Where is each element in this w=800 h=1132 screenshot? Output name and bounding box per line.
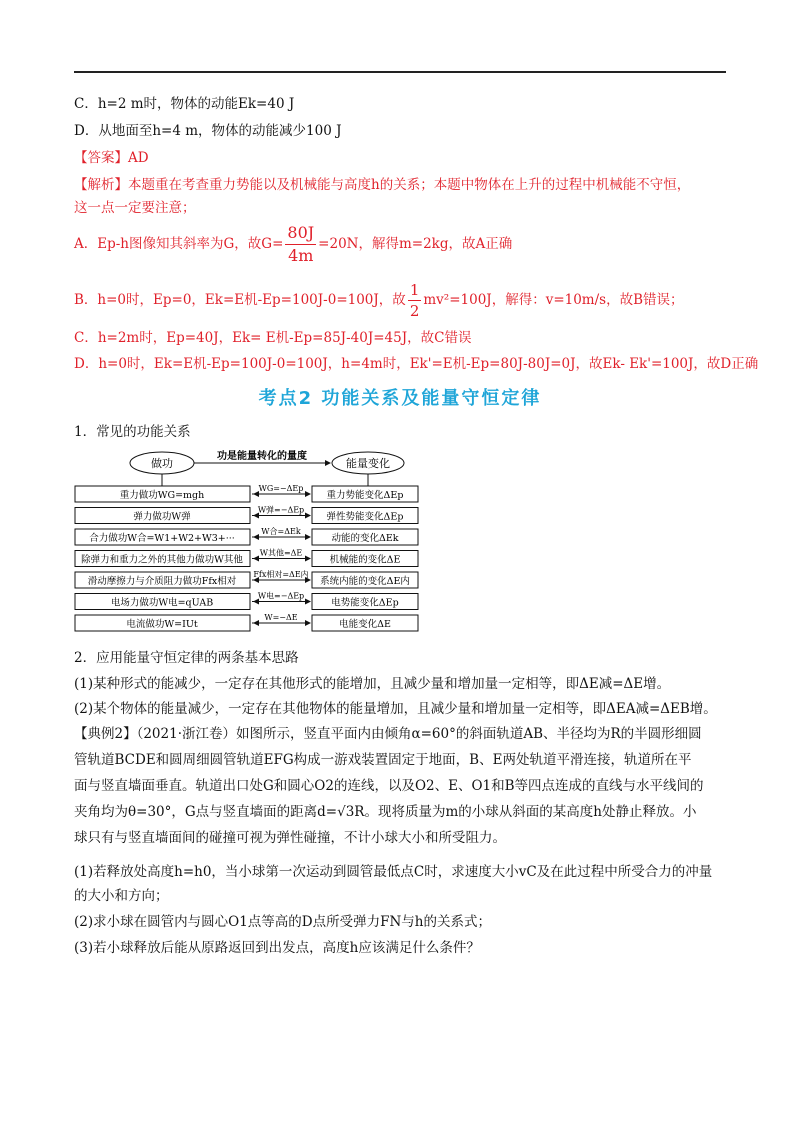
energy-label: 能量变化 [346, 457, 390, 470]
analysis-line-1: 【解析】本题重在考查重力势能以及机械能与高度h的关系；本题中物体在上升的过程中机械能不守恒， [74, 177, 691, 193]
fraction-numerator: 80J [285, 222, 316, 245]
principle-1: (1)某种形式的能减少，一定存在其他形式的能增加，且减少量和增加量一定相等，即ΔE减=ΔE增。 [74, 676, 671, 692]
work-box-label: 合力做功W合=W1+W2+W3+··· [89, 533, 235, 544]
diagram-svg [74, 450, 420, 640]
energy-box-label: 电能变化ΔE [339, 619, 391, 630]
energy-box-label: 机械能的变化ΔE [329, 554, 401, 566]
work-box-label: 电流做功W=IUt [126, 619, 198, 630]
example-line-5: 球只有与竖直墙面间的碰撞可视为弹性碰撞，不计小球大小和所受阻力。 [74, 830, 506, 846]
analysis-c: C．h=2m时，Ep=40J，Ek= E机-Ep=85J-40J=45J，故C错误 [74, 330, 472, 346]
work-energy-diagram [74, 450, 420, 640]
top-arrow-label: 功是能量转化的量度 [217, 451, 307, 462]
relation-label: W=−ΔE [264, 613, 298, 622]
subheading-2: 2．应用能量守恒定律的两条基本思路 [74, 650, 299, 666]
analysis-d: D．h=0时，Ek=E机-Ep=100J-0=100J，h=4m时，Ek'=E机-Ep=80J-80J=0J，故Ek- Ek'=100J，故D正确 [74, 356, 759, 372]
work-label: 做功 [151, 457, 173, 470]
relation-label: W电=−ΔEp [257, 591, 305, 601]
example-line-2: 管轨道BCDE和圆周细圆管轨道EFG构成一游戏装置固定于地面，B、E两处轨道平滑连接，轨道所在平 [74, 752, 692, 768]
section-heading: 考点2 功能关系及能量守恒定律 [258, 388, 542, 409]
energy-box-label: 动能的变化ΔEk [331, 533, 399, 544]
work-box-label: 弹力做功W弹 [133, 511, 191, 523]
question-1-line-2: 的大小和方向； [74, 888, 169, 904]
relation-label: W弹=−ΔEp [257, 505, 305, 515]
analysis-a-prefix: A．Ep-h图像知其斜率为G，故G= [74, 236, 284, 252]
relation-label: Ffx相对=ΔE内 [253, 570, 309, 579]
analysis-a [74, 222, 512, 267]
work-box-label: 重力做功WG=mgh [119, 490, 205, 501]
example-line-1: 【典例2】（2021·浙江卷）如图所示，竖直平面内由倾角α=60°的斜面轨道AB、半径均为R的半圆形细圆 [74, 726, 702, 742]
analysis-b-prefix: B．h=0时，Ep=0，Ek=E机-Ep=100J-0=100J，故 [74, 292, 406, 308]
principle-2: (2)某个物体的能量减少，一定存在其他物体的能量增加，且减少量和增加量一定相等，即ΔEA减=ΔEB增。 [74, 701, 717, 717]
fraction-one-half [408, 280, 422, 321]
analysis-a-suffix: =20N，解得m=2kg，故A正确 [318, 236, 513, 252]
question-2: (2)求小球在圆管内与圆心O1点等高的D点所受弹力FN与h的关系式； [74, 914, 491, 930]
fraction-numerator: 1 [409, 281, 420, 299]
work-box-label: 除弹力和重力之外的其他力做功W其他 [81, 554, 243, 566]
relation-label: W其他=ΔE [259, 548, 303, 558]
question-1-line-1: (1)若释放处高度h=h0，当小球第一次运动到圆管最低点C时，求速度大小vC及在此过程中所受合力的冲量 [74, 864, 713, 880]
answer-line: 【答案】AD [74, 150, 149, 166]
analysis-b [74, 278, 684, 322]
option-c: C．h=2 m时，物体的动能Ek=40 J [74, 96, 295, 112]
energy-box-label: 弹性势能变化ΔEp [326, 511, 404, 523]
header-rule [74, 71, 726, 73]
fraction-denominator: 2 [409, 302, 420, 320]
relation-label: WG=−ΔEp [258, 484, 304, 493]
work-box-label: 电场力做功W电=qUAB [110, 597, 214, 609]
energy-box-label: 重力势能变化ΔEp [326, 490, 404, 501]
energy-box-label: 系统内能的变化ΔE内 [320, 576, 410, 587]
analysis-line-2: 这一点一定要注意； [74, 200, 196, 216]
relation-label: W合=ΔEk [261, 527, 301, 536]
example-line-4: 夹角均为θ=30°，G点与竖直墙面的距离d=√3R。现将质量为m的小球从斜面的某高度h处静止释放。小 [74, 804, 697, 820]
example-line-3: 面与竖直墙面垂直。轨道出口处G和圆心O2的连线，以及O2、E、O1和B等四点连成的直线与水平线间的 [74, 778, 704, 794]
fraction-denominator: 4m [288, 246, 314, 265]
question-3: (3)若小球释放后能从原路返回到出发点，高度h应该满足什么条件？ [74, 940, 480, 956]
analysis-b-suffix: mv²=100J，解得：v=10m/s，故B错误； [423, 292, 684, 308]
subheading-1: 1．常见的功能关系 [74, 424, 191, 440]
fraction-80j-4m [285, 222, 316, 267]
option-d: D．从地面至h=4 m，物体的动能减少100 J [74, 123, 342, 139]
energy-box-label: 电势能变化ΔEp [331, 597, 399, 609]
work-box-label: 滑动摩擦力与介质阻力做功Ffx相对 [87, 576, 237, 587]
